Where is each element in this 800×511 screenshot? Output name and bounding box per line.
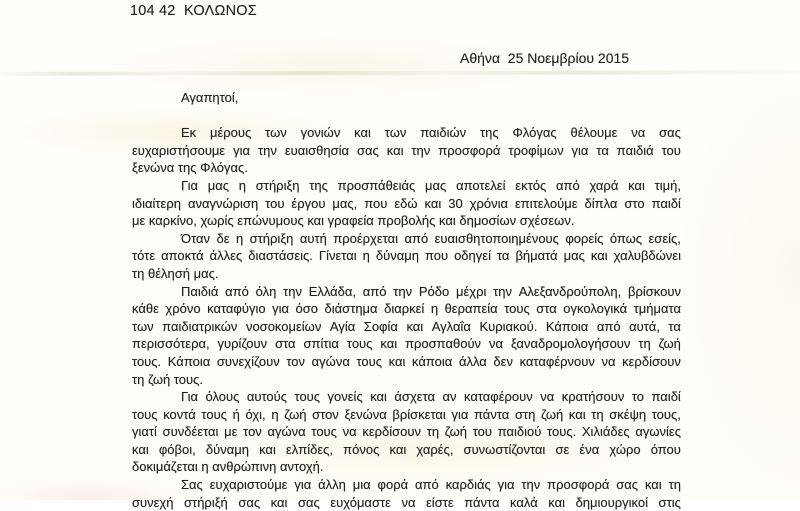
- letter-paragraph: [132, 124, 681, 177]
- letter-line: κάθε χρόνο καταφύγιο για όσο διάστημα διαρκεί η θεραπεία τους στα ογκολογικά τμήματα: [132, 301, 681, 317]
- letter-line: Σας ευχαριστούμε για άλλη μια φορά από καρδιάς για την προσφορά σας και τη: [181, 477, 681, 493]
- letter-line: ιδιαίτερη αναγνώριση του έργου μας, που εδώ και 30 χρόνια επιτελούμε δίπλα στο παιδί: [132, 195, 681, 211]
- letter-line: δοκιμάζεται η ανθρώπινη αντοχή.: [132, 459, 324, 475]
- letter-line: με καρκίνο, χωρίς επώνυμους και γραφεία προβολής και δημοσίων σχέσεων.: [132, 213, 575, 229]
- letter-paragraph: [132, 177, 681, 230]
- letter-line: συνεχή στήριξή σας και σας ευχόμαστε να είστε πάντα καλά και δημιουργικοί στις: [132, 494, 681, 510]
- letter-line: ξενώνα της Φλόγας.: [132, 160, 248, 176]
- letter-line: των παιδιατρικών νοσοκομείων Αγία Σοφία και Αγλαΐα Κυριακού. Κάποια από αυτά, τα: [132, 318, 681, 334]
- letter-line: τότε αποκτά άλλες διαστάσεις. Γίνεται η δύναμη που οδηγεί τα βήματά μας και χαλυβδώνει: [132, 248, 681, 264]
- letter-line: Για μας η στήριξη της προσπάθειάς μας αποτελεί εκτός από χαρά και τιμή,: [181, 177, 681, 193]
- letter-line: τους κοντά τους ή όχι, η ζωή στον ξενώνα βρίσκεται για πάντα στη ζωή και τη σκέψη τους,: [132, 406, 681, 422]
- letter-line: και φόβοι, δύναμη και ελπίδες, πόνος και χαρές, συνωστίζονται σε ένα χώρο όπου: [132, 441, 681, 457]
- letter-line: Παιδιά από όλη την Ελλάδα, από την Ρόδο μέχρι την Αλεξανδρούπολη, βρίσκουν: [181, 283, 681, 299]
- letter-line: Για όλους αυτούς τους γονείς και άσχετα αν καταφέρουν να κρατήσουν το παιδί: [181, 389, 681, 405]
- letter-line: τη ζωή τους.: [132, 371, 203, 387]
- letter-line: Όταν δε η στήριξη αυτή προέρχεται από ευαισθητοποιημένους φορείς όπως εσείς,: [181, 230, 681, 246]
- letter-line: τη θέλησή μας.: [132, 265, 219, 281]
- letter-body: [132, 89, 681, 511]
- letter-paragraph: [132, 283, 681, 389]
- letter-line: τους. Κάποια συνεχίζουν τον αγώνα τους και κάποια άλλα δεν καταφέρνουν να κερδίσουν: [132, 353, 681, 369]
- letter-paragraph: [132, 230, 681, 283]
- letter-paragraph: [132, 388, 681, 476]
- letter-line: ευχαριστήσουμε για την ευαισθησία σας και την προσφορά τροφίμων για τα παιδιά του: [132, 142, 681, 158]
- greeting: Αγαπητοί,: [181, 90, 239, 105]
- letter-line: γιατί συνδέεται με τον αγώνα τους να κερδίσουν τη ζωή του παιδιού τους. Χιλιάδες αγωνίες: [132, 424, 681, 440]
- letter-paragraph: [132, 476, 681, 511]
- scan-fold-artifact: [0, 70, 800, 76]
- sender-postal-line: 104 42 ΚΟΛΩΝΟΣ: [130, 3, 257, 19]
- letter-line: Εκ μέρους των γονιών και των παιδιών της Φλόγας θέλουμε να σας: [181, 125, 681, 141]
- letter-line: περισσότερα, γυρίζουν στα σπίτια τους και προσπαθούν να ξαναδρομολογήσουν τη ζωή: [132, 336, 681, 352]
- dateline: Αθήνα 25 Νοεμβρίου 2015: [460, 50, 630, 66]
